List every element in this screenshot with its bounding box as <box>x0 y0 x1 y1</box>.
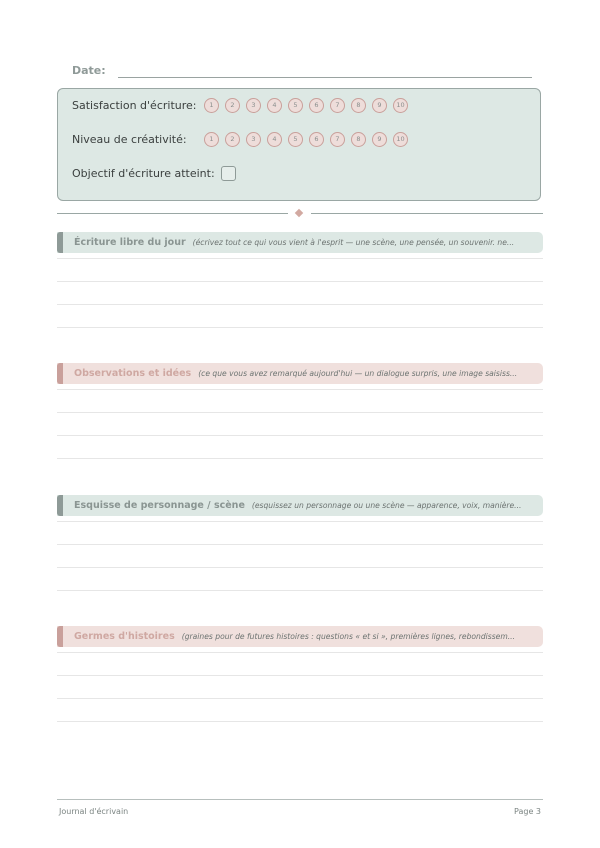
rating-option[interactable]: 4 <box>267 98 282 113</box>
section-hint: (esquissez un personnage ou une scène — apparence, voix, manière... <box>251 501 522 510</box>
rating-box <box>57 88 541 201</box>
section-title: Esquisse de personnage / scène <box>74 500 245 511</box>
divider-left <box>57 213 288 214</box>
writing-line <box>57 305 543 328</box>
goal-checkbox[interactable] <box>221 166 236 181</box>
section-accent-bar <box>57 363 63 384</box>
date-label: Date: <box>72 64 106 77</box>
section-title: Germes d'histoires <box>74 631 175 642</box>
footer-page-number: Page 3 <box>514 807 541 816</box>
rating-option[interactable]: 5 <box>288 98 303 113</box>
rating-satisfaction <box>72 95 408 115</box>
rating-option[interactable]: 5 <box>288 132 303 147</box>
rating-option[interactable]: 3 <box>246 132 261 147</box>
writing-area[interactable] <box>57 647 543 722</box>
goal-row <box>72 163 236 183</box>
section-header <box>57 626 543 647</box>
rating-option[interactable]: 7 <box>330 132 345 147</box>
section-title: Observations et idées <box>74 368 192 379</box>
footer-divider <box>57 799 543 800</box>
section-story-seeds <box>57 626 543 722</box>
rating-option[interactable]: 8 <box>351 98 366 113</box>
goal-label: Objectif d'écriture atteint: <box>72 166 215 180</box>
rating-option[interactable]: 9 <box>372 98 387 113</box>
writing-line <box>57 545 543 568</box>
rating-option[interactable]: 1 <box>204 132 219 147</box>
writing-area[interactable] <box>57 384 543 459</box>
writing-line <box>57 259 543 282</box>
writing-area[interactable] <box>57 253 543 328</box>
rating-option[interactable]: 3 <box>246 98 261 113</box>
rating-option[interactable]: 8 <box>351 132 366 147</box>
date-field[interactable] <box>118 77 532 78</box>
writing-line <box>57 390 543 413</box>
section-hint: (écrivez tout ce qui vous vient à l'esprit — une scène, une pensée, un souvenir. ne... <box>192 238 515 247</box>
divider-right <box>311 213 543 214</box>
section-accent-bar <box>57 626 63 647</box>
section-observations <box>57 363 543 459</box>
section-accent-bar <box>57 232 63 253</box>
section-header <box>57 232 543 253</box>
rating-option[interactable]: 4 <box>267 132 282 147</box>
writing-line <box>57 413 543 436</box>
writing-line <box>57 568 543 591</box>
rating-option[interactable]: 10 <box>393 132 408 147</box>
writing-line <box>57 699 543 722</box>
diamond-ornament-icon <box>295 209 303 217</box>
section-title: Écriture libre du jour <box>74 237 186 248</box>
writing-line <box>57 436 543 459</box>
rating-option[interactable]: 2 <box>225 98 240 113</box>
rating-option[interactable]: 9 <box>372 132 387 147</box>
rating-option[interactable]: 2 <box>225 132 240 147</box>
rating-option[interactable]: 1 <box>204 98 219 113</box>
rating-label: Niveau de créativité: <box>72 132 187 146</box>
date-row <box>72 62 532 80</box>
rating-label: Satisfaction d'écriture: <box>72 98 197 112</box>
section-accent-bar <box>57 495 63 516</box>
writing-line <box>57 282 543 305</box>
writing-area[interactable] <box>57 516 543 591</box>
rating-option[interactable]: 10 <box>393 98 408 113</box>
section-header <box>57 363 543 384</box>
rating-creativity <box>72 129 408 149</box>
rating-option[interactable]: 6 <box>309 98 324 113</box>
rating-option[interactable]: 7 <box>330 98 345 113</box>
footer-journal-title: Journal d'écrivain <box>59 807 129 816</box>
writing-line <box>57 653 543 676</box>
rating-option[interactable]: 6 <box>309 132 324 147</box>
section-hint: (ce que vous avez remarqué aujourd'hui — un dialogue surpris, une image saisiss... <box>198 369 518 378</box>
rating-scale <box>204 98 408 113</box>
section-hint: (graines pour de futures histoires : questions « et si », premières lignes, rebondissem... <box>181 632 515 641</box>
writing-line <box>57 522 543 545</box>
writing-line <box>57 676 543 699</box>
section-character-sketch <box>57 495 543 591</box>
section-free-writing <box>57 232 543 328</box>
rating-scale <box>204 132 408 147</box>
section-header <box>57 495 543 516</box>
